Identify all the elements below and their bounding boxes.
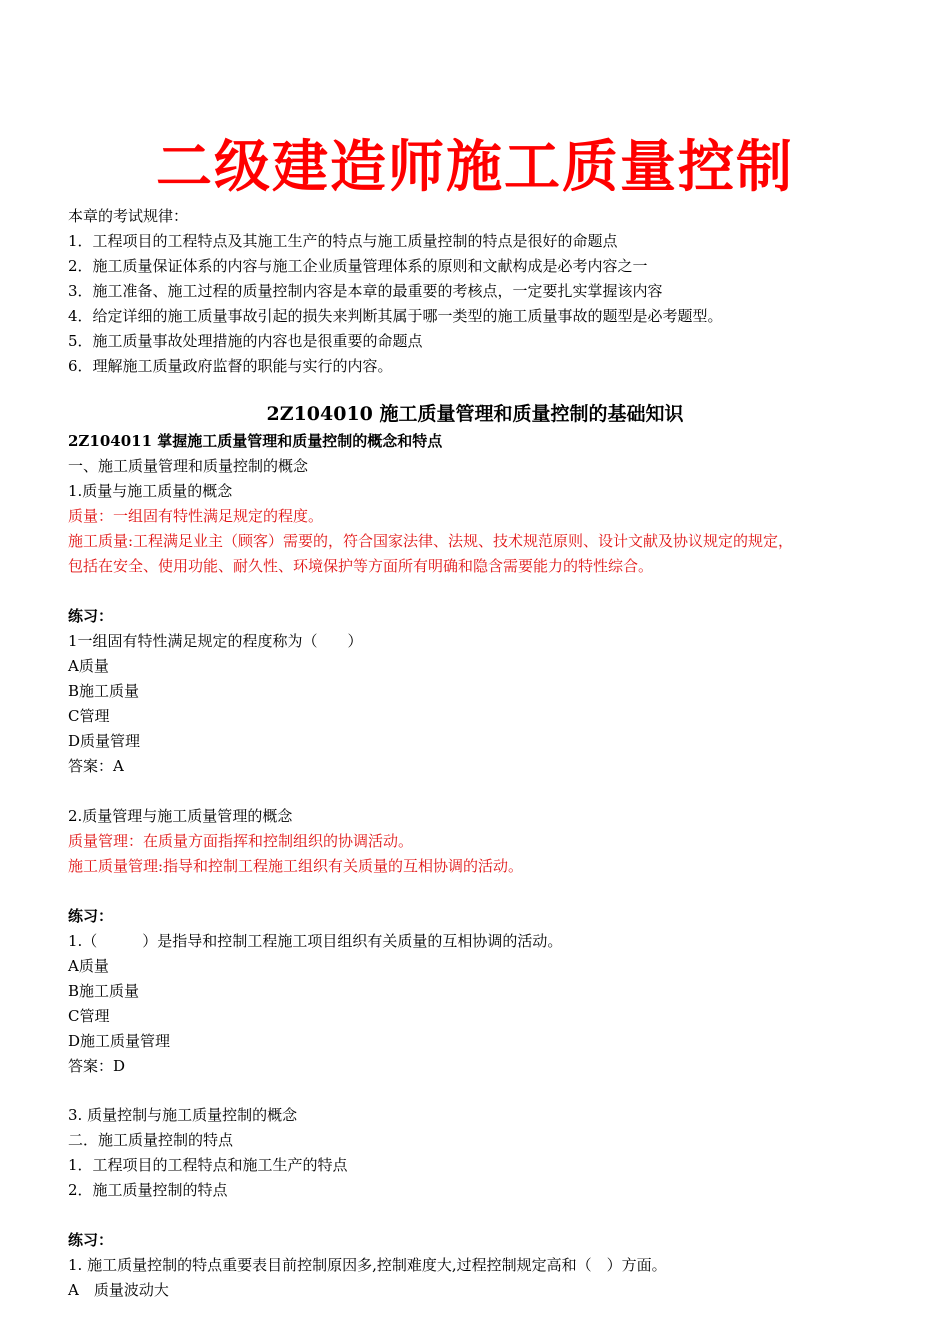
exercise-question: 1. 施工质量控制的特点重要表目前控制原因多,控制难度大,过程控制规定高和（ ）方面。 [68, 1256, 667, 1274]
exercise-label: 练习： [68, 907, 114, 925]
concept-heading: 3. 质量控制与施工质量控制的概念 [68, 1106, 298, 1124]
exercise-option: B施工质量 [68, 982, 140, 1000]
intro-item: 5．施工质量事故处理措施的内容也是很重要的命题点 [68, 332, 423, 350]
exercise-label: 练习： [68, 1231, 114, 1249]
exercise-option: B施工质量 [68, 682, 140, 700]
exercise-option: A质量 [68, 957, 109, 975]
section-title: 2Z104010 施工质量管理和质量控制的基础知识 [266, 403, 684, 425]
intro-item: 3．施工准备、施工过程的质量控制内容是本章的最重要的考核点，一定要扎实掌握该内容 [68, 282, 663, 300]
intro-heading: 本章的考试规律： [68, 207, 189, 225]
concept-heading: 1.质量与施工质量的概念 [68, 482, 233, 500]
part-heading: 二．施工质量控制的特点 [68, 1131, 234, 1149]
part-heading: 一、施工质量管理和质量控制的概念 [68, 457, 309, 475]
intro-item: 2．施工质量保证体系的内容与施工企业质量管理体系的原则和文献构成是必考内容之一 [68, 257, 648, 275]
intro-item: 1．工程项目的工程特点及其施工生产的特点与施工质量控制的特点是很好的命题点 [68, 232, 618, 250]
concept-heading: 2.质量管理与施工质量管理的概念 [68, 807, 293, 825]
list-item: 1．工程项目的工程特点和施工生产的特点 [68, 1156, 348, 1174]
exercise-option: D质量管理 [68, 732, 141, 750]
definition-construction-quality-management: 施工质量管理:指导和控制工程施工组织有关质量的互相协调的活动。 [68, 857, 524, 875]
exercise-label: 练习： [68, 607, 114, 625]
exercise-answer: 答案：D [68, 1057, 126, 1075]
exercise-question: 1.（ ）是指导和控制工程施工项目组织有关质量的互相协调的活动。 [68, 932, 563, 950]
document-title: 二级建造师施工质量控制 [156, 135, 794, 200]
definition-construction-quality-cont: 包括在安全、使用功能、耐久性、环境保护等方面所有明确和隐含需要能力的特性综合。 [68, 557, 654, 575]
exercise-question: 1一组固有特性满足规定的程度称为（ ） [68, 632, 363, 650]
intro-item: 4．给定详细的施工质量事故引起的损失来判断其属于哪一类型的施工质量事故的题型是必考题型。 [68, 307, 723, 325]
definition-quality-management: 质量管理：在质量方面指挥和控制组织的协调活动。 [68, 832, 414, 850]
exercise-option: D施工质量管理 [68, 1032, 171, 1050]
list-item: 2．施工质量控制的特点 [68, 1181, 228, 1199]
exercise-answer: 答案：A [68, 757, 124, 775]
exercise-option: C管理 [68, 707, 110, 725]
definition-construction-quality: 施工质量:工程满足业主（顾客）需要的，符合国家法律、法规、技术规范原则、设计文献及协议规定的规定， [68, 532, 794, 550]
exercise-option: A 质量波动大 [68, 1281, 169, 1299]
intro-item: 6．理解施工质量政府监督的职能与实行的内容。 [68, 357, 393, 375]
exercise-option: C管理 [68, 1007, 110, 1025]
definition-quality: 质量：一组固有特性满足规定的程度。 [68, 507, 324, 525]
section-subtitle: 2Z104011 掌握施工质量管理和质量控制的概念和特点 [68, 432, 443, 450]
exercise-option: A质量 [68, 657, 109, 675]
